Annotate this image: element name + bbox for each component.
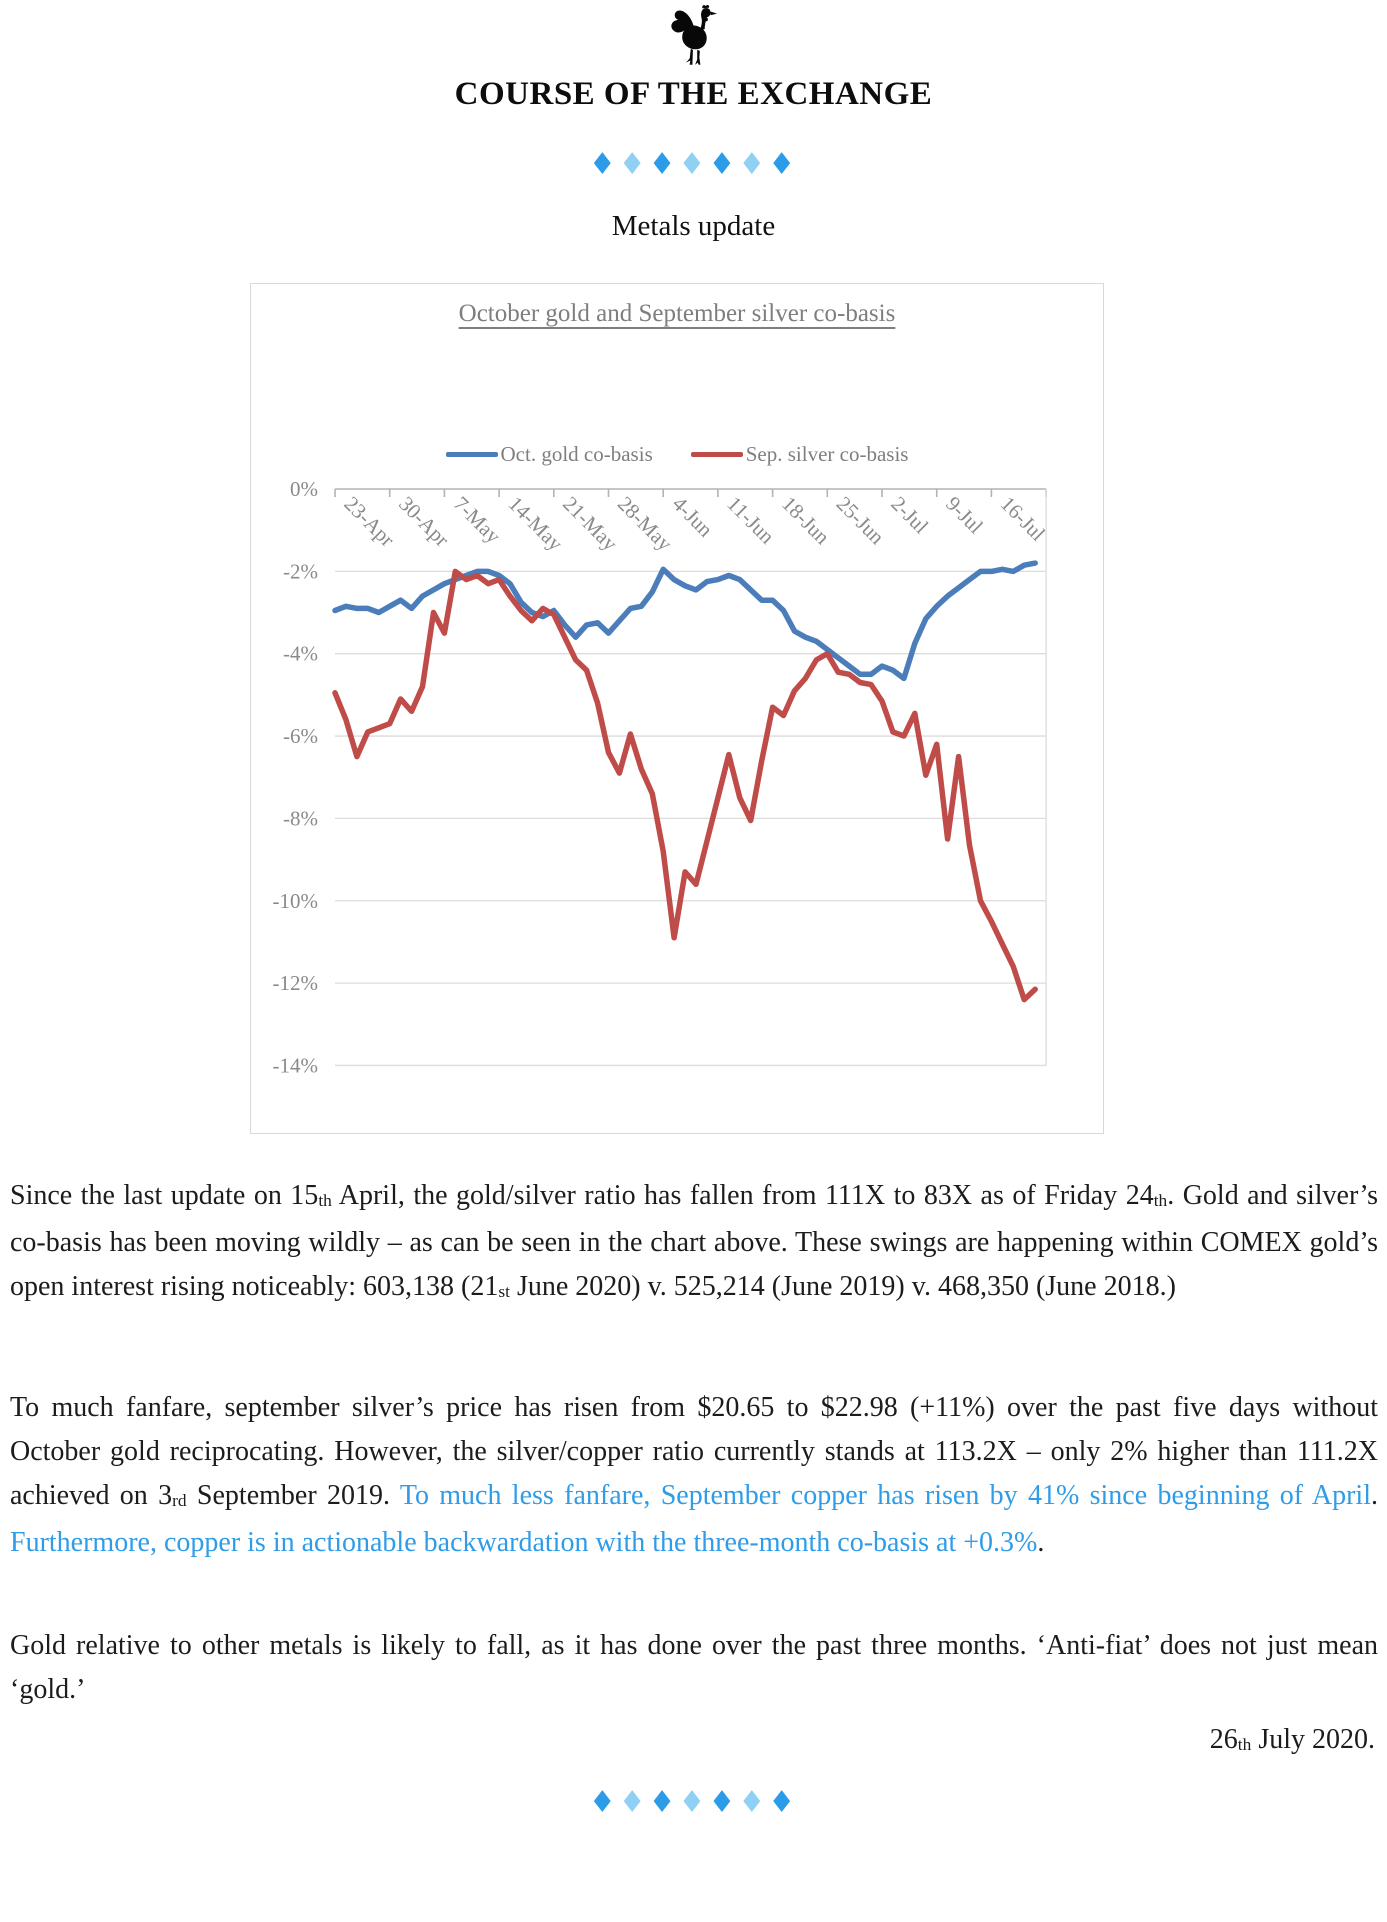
y-axis-label: -6% xyxy=(283,724,318,749)
x-axis-label: 11-Jun xyxy=(722,491,780,549)
accent-text: To much less fanfare, September copper has risen by 41% since beginning of April xyxy=(399,1480,1371,1511)
body-text: To much fanfare, september silver’s price has risen from $20.65 to $22.98 (+11%) over the past five days without October gold reciprocating. However, the silver/copper ratio currently stands at 113.2X – only 2% higher than 111.2X achieved on 3 xyxy=(10,1392,1378,1511)
chart-panel xyxy=(250,283,1104,1134)
diamond-icon: ♦ xyxy=(708,1785,739,1820)
diamond-icon: ♦ xyxy=(738,1785,769,1820)
body-text: June 2020) v. 525,214 (June 2019) v. 468,350 (June 2018.) xyxy=(509,1271,1176,1302)
diamond-icon: ♦ xyxy=(588,1785,619,1820)
ordinal-suffix: rd xyxy=(172,1490,187,1510)
diamond-icon: ♦ xyxy=(768,147,799,182)
paragraph-silver-copper xyxy=(10,1386,1378,1565)
diamond-icon: ♦ xyxy=(618,1785,649,1820)
accent-text: Furthermore, copper is in actionable backwardation with the three-month co-basis at +0.3% xyxy=(10,1527,1038,1558)
y-axis-label: -4% xyxy=(283,641,318,666)
diamond-icon: ♦ xyxy=(678,1785,709,1820)
silver-cobasis-line xyxy=(335,571,1035,999)
x-axis-label: 25-Jun xyxy=(831,491,890,549)
y-axis-label: -2% xyxy=(283,559,318,584)
rooster-silhouette xyxy=(666,4,722,68)
ordinal-suffix: st xyxy=(498,1281,510,1301)
x-axis-label: 9-Jul xyxy=(941,491,988,539)
chart-title: October gold and September silver co-basis xyxy=(458,300,896,327)
x-axis-label: 16-Jul xyxy=(995,491,1050,546)
diamond-icon: ♦ xyxy=(648,1785,679,1820)
diamond-icon: ♦ xyxy=(648,147,679,182)
body-text: . xyxy=(1037,1527,1045,1558)
body-text: . xyxy=(1371,1480,1378,1511)
cobasis-line-chart xyxy=(251,284,1103,1104)
y-axis-label: -8% xyxy=(283,806,318,831)
x-axis-label: 18-Jun xyxy=(777,491,835,549)
x-axis-label: 23-Apr xyxy=(339,491,400,552)
x-axis-label: 30-Apr xyxy=(394,491,455,552)
y-axis-label: -10% xyxy=(272,888,318,913)
legend-label: Oct. gold co-basis xyxy=(500,442,653,466)
x-axis-label: 28-May xyxy=(612,491,677,556)
x-axis-label: 7-May xyxy=(448,491,506,549)
diamond-icon: ♦ xyxy=(738,147,769,182)
x-axis-label: 4-Jun xyxy=(667,491,718,542)
ordinal-suffix: th xyxy=(1153,1190,1168,1210)
body-text: . Gold and silver’s co-basis has been moving wildly – as can be seen in the chart above. These swings are happening within COMEX gold’s open interest rising noticeably: 603,138 (21 xyxy=(10,1180,1378,1302)
paragraph-anti-fiat xyxy=(10,1624,1378,1712)
diamond-icon: ♦ xyxy=(618,147,649,182)
body-text: April, the gold/silver ratio has fallen from 111X to 83X as of Friday 24 xyxy=(331,1180,1154,1211)
body-text: 26 xyxy=(1209,1724,1238,1755)
body-text: Gold relative to other metals is likely to fall, as it has done over the past three months. ‘Anti-fiat’ does not just mean ‘gold.’ xyxy=(10,1630,1378,1705)
diamond-icon: ♦ xyxy=(588,147,619,182)
ordinal-suffix: th xyxy=(1237,1734,1252,1754)
diamond-icon: ♦ xyxy=(708,147,739,182)
legend-label: Sep. silver co-basis xyxy=(745,442,909,466)
y-axis-label: -14% xyxy=(272,1053,318,1078)
ordinal-suffix: th xyxy=(318,1190,332,1210)
diamond-separator-top xyxy=(0,147,1387,182)
x-axis-label: 2-Jul xyxy=(886,491,934,539)
date-line xyxy=(1210,1724,1375,1756)
rooster-logo-icon xyxy=(0,4,1387,73)
section-subtitle: Metals update xyxy=(611,210,776,242)
diamond-icon: ♦ xyxy=(678,147,709,182)
x-axis-label: 14-May xyxy=(503,491,568,556)
diamond-icon: ♦ xyxy=(768,1785,799,1820)
paragraph-gold-silver-ratio xyxy=(10,1174,1378,1312)
page-title: COURSE OF THE EXCHANGE xyxy=(454,76,933,112)
body-text: Since the last update on 15 xyxy=(10,1180,319,1211)
body-text: July 2020. xyxy=(1251,1724,1375,1755)
diamond-separator-bottom xyxy=(0,1785,1387,1820)
y-axis-label: 0% xyxy=(290,477,318,501)
y-axis-label: -12% xyxy=(272,971,318,996)
body-text: September 2019. xyxy=(186,1480,400,1511)
x-axis-label: 21-May xyxy=(558,491,623,556)
